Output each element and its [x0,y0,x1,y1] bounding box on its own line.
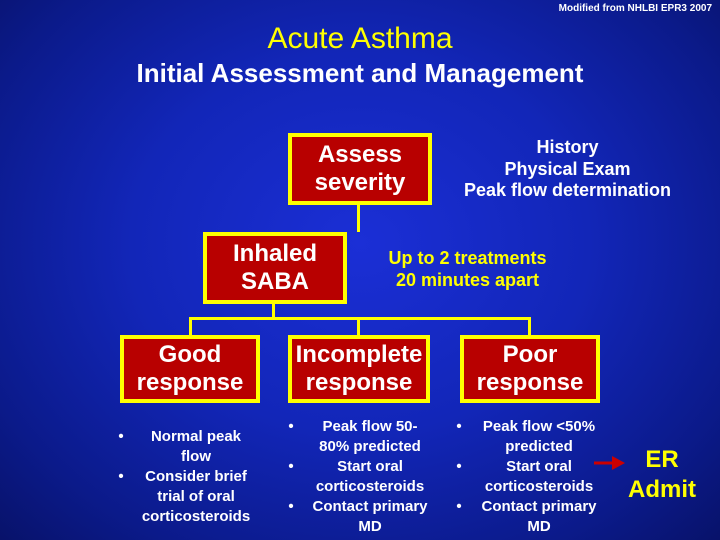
list-item: • Peak flow <50% predicted [456,418,596,455]
er-admit-label: ER Admit [628,446,696,503]
connector-to-good [189,317,192,335]
assess-severity-box: Assess severity [288,133,432,205]
list-item: • Peak flow 50- 80% predicted [288,418,421,455]
good-response-list [112,427,262,527]
connector-to-incomplete [357,317,360,335]
poor-response-list [450,417,610,537]
list-item: • Consider brief trial of oral corticosteroids [118,468,251,525]
list-item: • Contact primary MD [456,498,597,535]
connector-to-poor [528,317,531,335]
treatment-frequency-note: Up to 2 treatments 20 minutes apart [388,248,547,290]
list-item: • Normal peak flow [118,428,242,465]
connector-assess-saba [357,205,360,232]
list-item: • Start oral corticosteroids [456,458,594,495]
incomplete-response-box: Incomplete response [288,335,430,403]
assessment-components-note: History Physical Exam Peak flow determination [463,137,672,201]
source-credit: Modified from NHLBI EPR3 2007 [558,3,712,14]
slide-subtitle: Initial Assessment and Management [136,58,584,88]
list-item: • Contact primary MD [288,498,428,535]
connector-branch-horizontal [189,317,531,320]
inhaled-saba-box: Inhaled SABA [203,232,347,304]
incomplete-response-list [282,417,440,537]
slide-title: Acute Asthma [267,22,453,55]
list-item: • Start oral corticosteroids [288,458,425,495]
good-response-box: Good response [120,335,260,403]
poor-response-box: Poor response [460,335,600,403]
